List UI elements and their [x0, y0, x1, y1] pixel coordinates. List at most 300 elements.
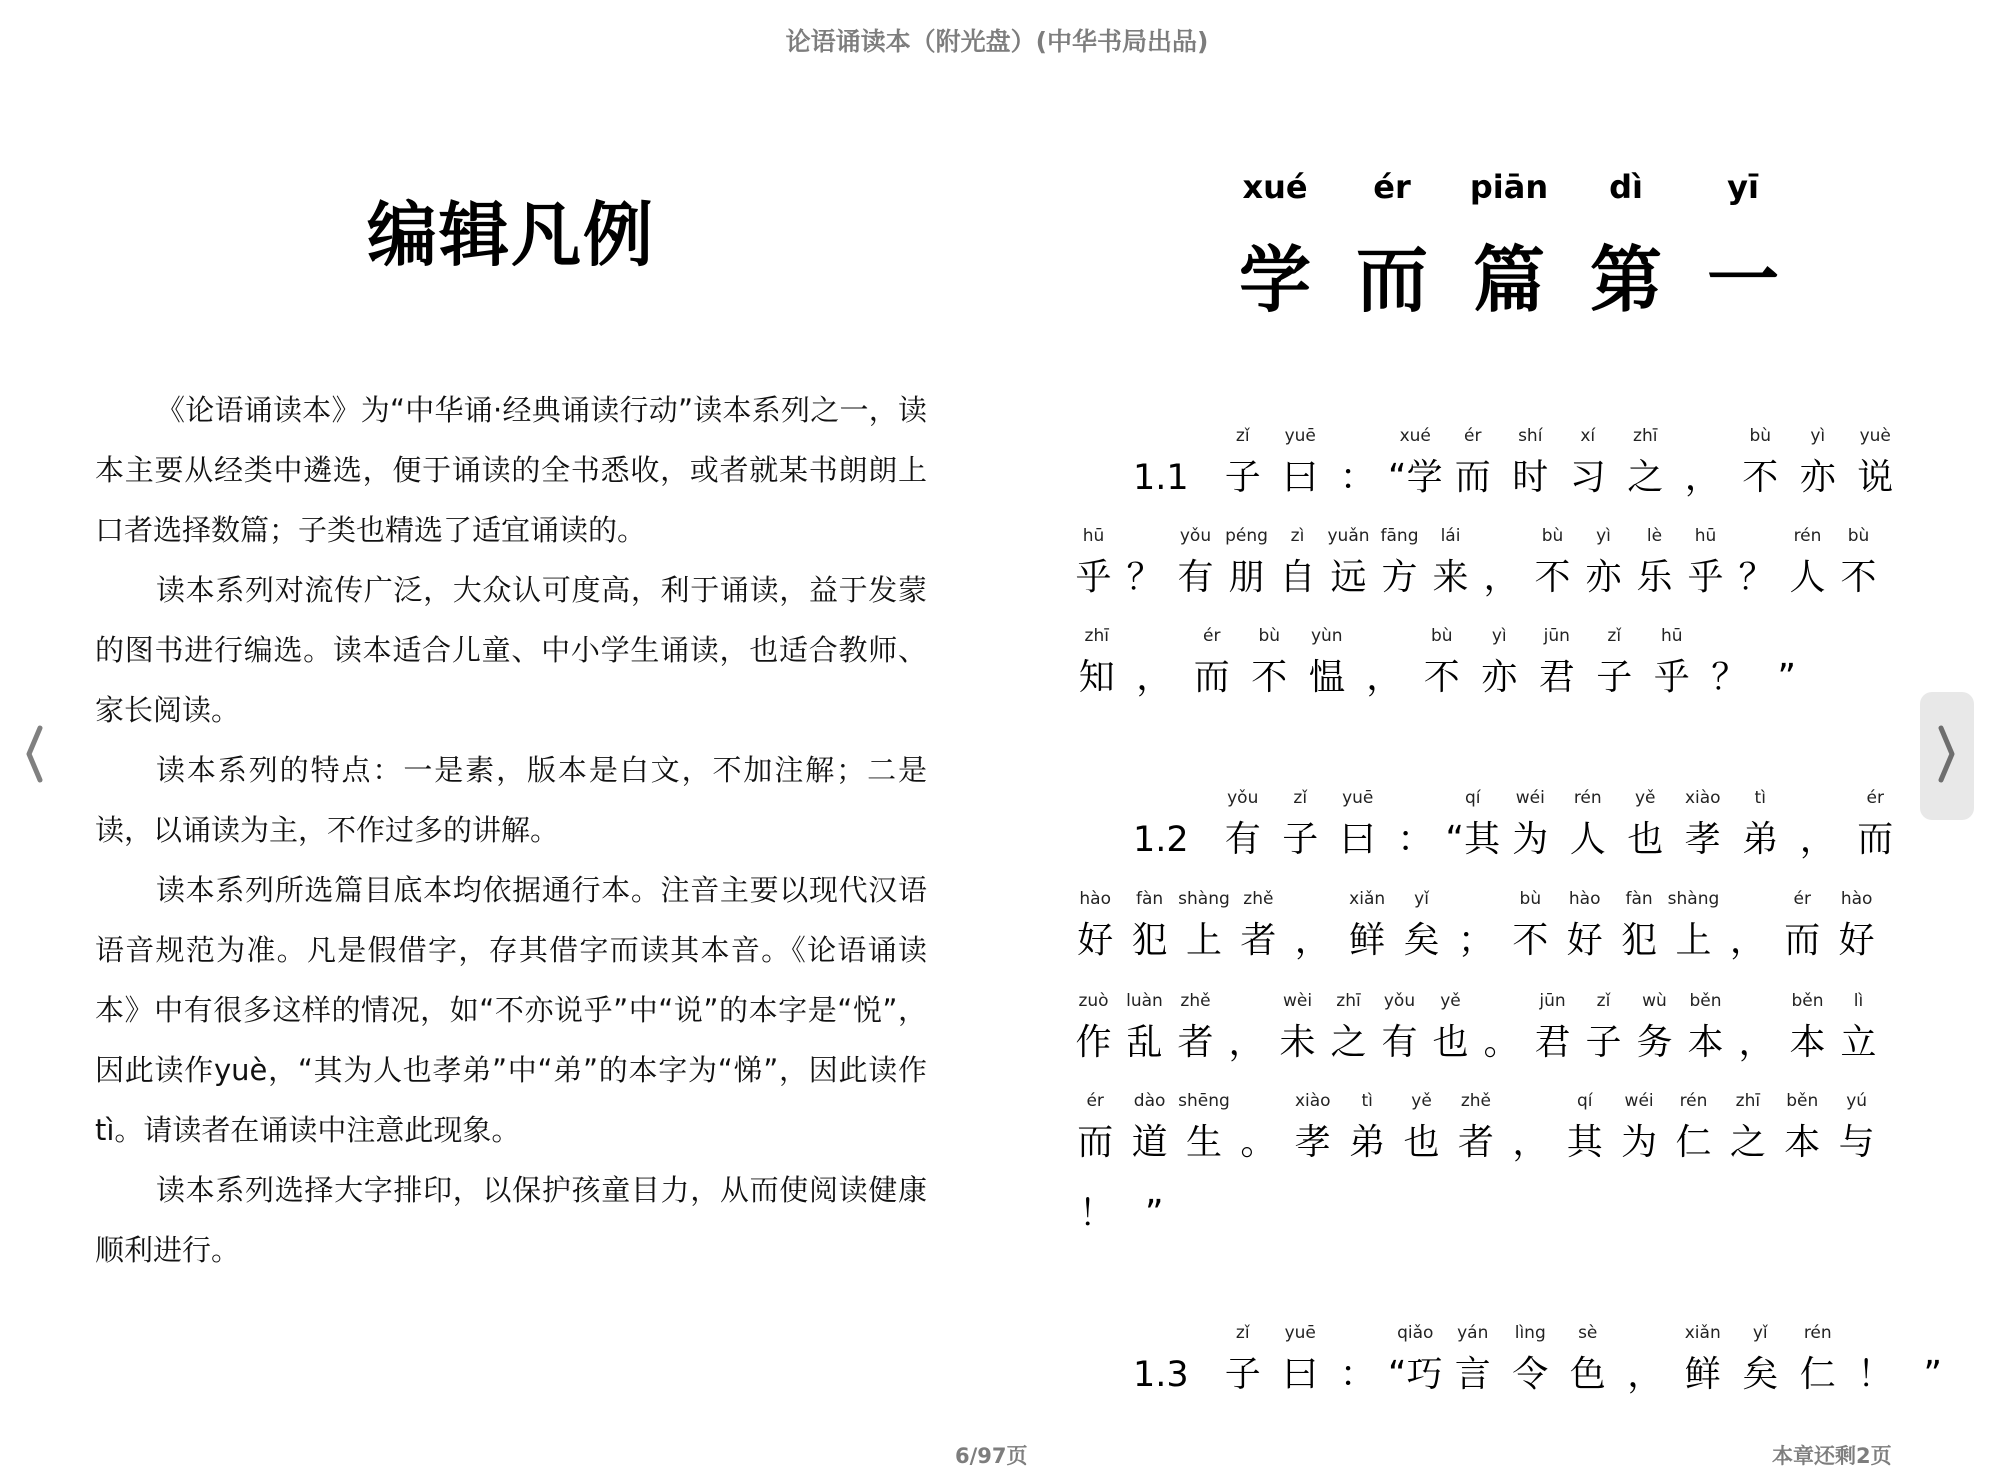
- ruby-char: [1387, 418, 1445, 502]
- hanzi: 愠: [1308, 657, 1345, 698]
- hanzi: “其: [1445, 819, 1501, 860]
- hanzi: “学: [1387, 457, 1443, 498]
- ruby-char: [1374, 983, 1425, 1067]
- ruby-char: [1833, 518, 1884, 602]
- ruby-char: [1503, 881, 1557, 965]
- pinyin: jūn: [1543, 626, 1570, 646]
- next-page-button[interactable]: [1920, 692, 1974, 820]
- ruby-char: [1068, 1154, 1126, 1238]
- hanzi: 不: [1512, 920, 1549, 961]
- chapter-remaining: 本章还剩2页: [1772, 1444, 1892, 1468]
- hanzi: 有: [1224, 819, 1261, 860]
- hanzi: 而: [1784, 920, 1821, 961]
- pinyin: ér: [1203, 626, 1221, 646]
- ruby-char: [1904, 1315, 1962, 1399]
- pinyin: yǒu: [1383, 991, 1416, 1011]
- hanzi: 。: [1240, 1122, 1277, 1163]
- hanzi: “巧: [1387, 1354, 1443, 1395]
- hanzi: ，: [1512, 1122, 1549, 1163]
- pinyin: hào: [1079, 889, 1111, 909]
- ruby-char: [1068, 983, 1119, 1067]
- hanzi: 人: [1569, 819, 1606, 860]
- pinyin: zhě: [1180, 991, 1211, 1011]
- hanzi: 未: [1279, 1022, 1316, 1063]
- hanzi: ，: [1729, 920, 1766, 961]
- ruby-char: [1559, 418, 1617, 502]
- hanzi: 说: [1857, 457, 1894, 498]
- hanzi: ，: [1799, 819, 1836, 860]
- ruby-char: [1829, 881, 1883, 965]
- hanzi: 之: [1729, 1122, 1766, 1163]
- hanzi: 来: [1432, 557, 1469, 598]
- hanzi: ”: [1923, 1354, 1943, 1395]
- pinyin: qiǎo: [1397, 1323, 1434, 1343]
- verse-line: [1068, 983, 1884, 1073]
- hanzi: 君: [1538, 657, 1575, 698]
- ruby-char: [1789, 1315, 1847, 1399]
- hanzi: 乎: [1075, 557, 1112, 598]
- ruby-char: [1617, 1315, 1675, 1399]
- ruby-char: [1732, 1315, 1790, 1399]
- hanzi: ，: [1136, 657, 1173, 698]
- hanzi: 其: [1566, 1122, 1603, 1163]
- hanzi: 孝: [1294, 1122, 1331, 1163]
- hanzi: 者: [1457, 1122, 1494, 1163]
- chapter-char: 而: [1355, 238, 1428, 322]
- pinyin: yú: [1846, 1091, 1868, 1111]
- hanzi: 犯: [1621, 920, 1658, 961]
- ruby-char: [1731, 518, 1782, 602]
- ruby-char: [1502, 418, 1560, 502]
- pinyin: yī: [1727, 168, 1759, 206]
- ruby-char: [1286, 881, 1340, 965]
- hanzi: 而: [1454, 457, 1491, 498]
- hanzi: 与: [1838, 1122, 1875, 1163]
- hanzi: 曰: [1339, 819, 1376, 860]
- pinyin: zǐ: [1596, 991, 1611, 1011]
- ruby-char: [1471, 618, 1529, 702]
- hanzi: 作: [1075, 1022, 1112, 1063]
- ruby-char: [1847, 1315, 1905, 1399]
- verse-line: [1068, 618, 1884, 708]
- ruby-char: [1782, 983, 1833, 1067]
- hanzi: 方: [1381, 557, 1418, 598]
- hanzi: 而: [1077, 1122, 1114, 1163]
- pinyin: hào: [1568, 889, 1601, 909]
- pinyin: zhī: [1084, 626, 1109, 646]
- ruby-char: [1298, 618, 1356, 702]
- chapter-char: 篇: [1472, 238, 1545, 322]
- pinyin: shēng: [1178, 1091, 1230, 1111]
- ruby-char: [1122, 881, 1176, 965]
- hanzi: 知: [1078, 657, 1115, 698]
- ruby-char: [1387, 780, 1445, 864]
- verse-line: [1068, 1315, 1943, 1405]
- hanzi: ，: [1366, 657, 1403, 698]
- ruby-char: [1617, 418, 1675, 502]
- ruby-char: [1183, 618, 1241, 702]
- ruby-char: [1680, 983, 1731, 1067]
- pinyin: qí: [1464, 788, 1481, 808]
- hanzi: 也: [1627, 819, 1664, 860]
- chevron-right-icon: [1937, 724, 1957, 788]
- ruby-char: [1732, 418, 1790, 502]
- hanzi: 言: [1454, 1354, 1491, 1395]
- previous-page-button[interactable]: [14, 720, 54, 792]
- pinyin: yì: [1491, 626, 1507, 646]
- ruby-char: [1214, 1315, 1272, 1399]
- verse-number: 1.1: [1133, 458, 1189, 498]
- pinyin: lìng: [1514, 1323, 1546, 1343]
- pinyin: dì: [1609, 168, 1643, 206]
- hanzi: 乱: [1126, 1022, 1163, 1063]
- ruby-char: [1578, 983, 1629, 1067]
- hanzi: 乎: [1687, 557, 1724, 598]
- hanzi: 本: [1784, 1122, 1821, 1163]
- pinyin: hào: [1840, 889, 1873, 909]
- ruby-char: [1476, 983, 1527, 1067]
- pinyin: zǐ: [1293, 788, 1308, 808]
- hanzi: 弟: [1349, 1122, 1386, 1163]
- pinyin: yuè: [1859, 426, 1891, 446]
- ruby-char: [1068, 518, 1119, 602]
- pinyin: wéi: [1515, 788, 1545, 808]
- pinyin: hū: [1660, 626, 1683, 646]
- hanzi: 弟: [1742, 819, 1779, 860]
- ruby-char: [1323, 518, 1374, 602]
- pinyin: shàng: [1667, 889, 1720, 909]
- ruby-char: [1126, 618, 1184, 702]
- ruby-char: [1732, 780, 1790, 864]
- ruby-char: [1701, 618, 1759, 702]
- ruby-char: [1502, 780, 1560, 864]
- pinyin: zǐ: [1235, 426, 1250, 446]
- pinyin: tì: [1754, 788, 1766, 808]
- pinyin: bù: [1258, 626, 1281, 646]
- ruby-char: [1068, 618, 1126, 702]
- hanzi: 本: [1687, 1022, 1724, 1063]
- hanzi: 好: [1566, 920, 1603, 961]
- pinyin: ér: [1464, 426, 1482, 446]
- pinyin: wéi: [1624, 1091, 1654, 1111]
- hanzi: 不: [1840, 557, 1877, 598]
- hanzi: 时: [1512, 457, 1549, 498]
- pinyin: fàn: [1625, 889, 1653, 909]
- hanzi: 。: [1483, 1022, 1520, 1063]
- ruby-char: [1674, 780, 1732, 864]
- hanzi: ！: [1078, 1193, 1115, 1234]
- hanzi: 而: [1857, 819, 1894, 860]
- ruby-char: [1721, 881, 1775, 965]
- hanzi: 上: [1185, 920, 1222, 961]
- ruby-char: [1425, 518, 1476, 602]
- ruby-char: [1329, 780, 1387, 864]
- ruby-char: [1847, 780, 1905, 864]
- hanzi: 而: [1193, 657, 1230, 698]
- pinyin: shàng: [1178, 889, 1230, 909]
- hanzi: 自: [1279, 557, 1316, 598]
- hanzi: ，: [1294, 920, 1331, 961]
- hanzi: ，: [1483, 557, 1520, 598]
- pinyin: zhī: [1735, 1091, 1761, 1111]
- pinyin: yì: [1810, 426, 1826, 446]
- ruby-char: [1387, 1315, 1445, 1399]
- hanzi: ？: [1711, 657, 1748, 698]
- pinyin: zuò: [1078, 991, 1109, 1011]
- ruby-char: [1425, 983, 1476, 1067]
- hanzi: 不: [1534, 557, 1571, 598]
- pinyin: jūn: [1539, 991, 1566, 1011]
- hanzi: 子: [1585, 1022, 1622, 1063]
- hanzi: ，: [1228, 1022, 1265, 1063]
- hanzi: 亦: [1481, 657, 1518, 698]
- ruby-char: [1413, 618, 1471, 702]
- hanzi: 乎: [1653, 657, 1690, 698]
- pinyin: rén: [1573, 788, 1602, 808]
- pinyin: qí: [1576, 1091, 1593, 1111]
- hanzi: ，: [1627, 1354, 1664, 1395]
- hanzi: ！: [1857, 1354, 1894, 1395]
- pinyin: zhě: [1460, 1091, 1492, 1111]
- pinyin: xiào: [1684, 788, 1721, 808]
- pinyin: hū: [1694, 526, 1717, 546]
- hanzi: ？: [1738, 557, 1775, 598]
- hanzi: 也: [1432, 1022, 1469, 1063]
- pinyin: xiào: [1294, 1091, 1331, 1111]
- hanzi: 立: [1840, 1022, 1877, 1063]
- pinyin: bù: [1847, 526, 1870, 546]
- pinyin: hū: [1082, 526, 1105, 546]
- ruby-char: [1578, 518, 1629, 602]
- chapter-char: 一: [1706, 238, 1779, 322]
- pinyin: běn: [1689, 991, 1722, 1011]
- verse-line: [1068, 780, 1894, 870]
- ruby-char: [1119, 983, 1170, 1067]
- ruby-char: [1527, 518, 1578, 602]
- pinyin: ér: [1793, 889, 1811, 909]
- ruby-char: [1221, 518, 1272, 602]
- hanzi: 仁: [1675, 1122, 1712, 1163]
- paragraph: 读本系列对流传广泛，大众认可度高，利于诵读，益于发蒙的图书进行编选。读本适合儿童、中小学生诵读，也适合教师、家长阅读。: [95, 573, 927, 727]
- pinyin: zì: [1290, 526, 1305, 546]
- pinyin: xué: [1242, 168, 1308, 206]
- pinyin: běn: [1786, 1091, 1819, 1111]
- pinyin: yě: [1634, 788, 1656, 808]
- hanzi: 矣: [1403, 920, 1440, 961]
- pinyin: fàn: [1135, 889, 1164, 909]
- hanzi: 令: [1512, 1354, 1549, 1395]
- pinyin: yǐ: [1752, 1323, 1768, 1343]
- page-indicator: 6/97页: [955, 1444, 1028, 1468]
- hanzi: 上: [1675, 920, 1712, 961]
- pinyin: rén: [1679, 1091, 1708, 1111]
- chevron-left-icon: [24, 724, 44, 788]
- verse-number: 1.2: [1133, 820, 1189, 860]
- pinyin: zǐ: [1235, 1323, 1250, 1343]
- hanzi: 子: [1224, 1354, 1261, 1395]
- ruby-char: [1126, 1154, 1184, 1238]
- hanzi: 为: [1621, 1122, 1658, 1163]
- pinyin: xiǎn: [1684, 1323, 1721, 1343]
- hanzi: 不: [1251, 657, 1288, 698]
- ruby-char: [1643, 618, 1701, 702]
- verse-number: 1.3: [1133, 1355, 1189, 1395]
- hanzi: 矣: [1742, 1354, 1779, 1395]
- hanzi: 不: [1742, 457, 1779, 498]
- pinyin: sè: [1578, 1323, 1598, 1343]
- pinyin: zǐ: [1607, 626, 1622, 646]
- hanzi: 有: [1381, 1022, 1418, 1063]
- pinyin: ér: [1866, 788, 1884, 808]
- pinyin: wù: [1642, 991, 1667, 1011]
- hanzi: 好: [1077, 920, 1114, 961]
- ruby-char: [1444, 418, 1502, 502]
- ruby-char: [1789, 780, 1847, 864]
- ruby-char: [1444, 780, 1502, 864]
- pinyin: yǒu: [1179, 526, 1212, 546]
- verse-line: [1068, 1154, 1884, 1244]
- pinyin: yuē: [1342, 788, 1374, 808]
- hanzi: 者: [1177, 1022, 1214, 1063]
- chapter-char: 第: [1589, 238, 1662, 322]
- hanzi: ，: [1684, 457, 1721, 498]
- hanzi: ：: [1339, 1354, 1376, 1395]
- ruby-char: [1674, 1315, 1732, 1399]
- ruby-char: [1782, 518, 1833, 602]
- ruby-char: [1272, 418, 1330, 502]
- hanzi: ：: [1339, 457, 1376, 498]
- hanzi: 君: [1534, 1022, 1571, 1063]
- ruby-char: [1559, 1315, 1617, 1399]
- hanzi: 亦: [1585, 557, 1622, 598]
- pinyin: lái: [1440, 526, 1461, 546]
- ruby-char: [1214, 418, 1272, 502]
- hanzi: 务: [1636, 1022, 1673, 1063]
- ruby-char: [1476, 518, 1527, 602]
- verse-line: [1068, 518, 1884, 608]
- pinyin: zhě: [1243, 889, 1274, 909]
- ruby-char: [1833, 983, 1884, 1067]
- hanzi: 之: [1330, 1022, 1367, 1063]
- pinyin: yǒu: [1227, 788, 1259, 808]
- hanzi: 好: [1838, 920, 1875, 961]
- ruby-char: [1394, 881, 1448, 965]
- ruby-char: [1775, 881, 1829, 965]
- ruby-char: [1444, 1315, 1502, 1399]
- chapter-char: 学: [1238, 238, 1311, 322]
- ruby-char: [1272, 780, 1330, 864]
- hanzi: 之: [1627, 457, 1664, 498]
- ruby-char: [1068, 881, 1122, 965]
- pinyin: yuē: [1284, 1323, 1316, 1343]
- hanzi: 曰: [1282, 457, 1319, 498]
- hanzi: 本: [1789, 1022, 1826, 1063]
- hanzi: 曰: [1282, 1354, 1319, 1395]
- ruby-char: [1329, 1315, 1387, 1399]
- pinyin: yuē: [1284, 426, 1316, 446]
- ruby-char: [1231, 881, 1285, 965]
- ruby-char: [1528, 618, 1586, 702]
- hanzi: 孝: [1684, 819, 1721, 860]
- hanzi: 也: [1403, 1122, 1440, 1163]
- ruby-char: [1241, 618, 1299, 702]
- pinyin: lì: [1853, 991, 1864, 1011]
- hanzi: 犯: [1131, 920, 1168, 961]
- hanzi: 仁: [1799, 1354, 1836, 1395]
- ruby-char: [1629, 518, 1680, 602]
- ruby-char: [1558, 881, 1612, 965]
- book-title: 论语诵读本（附光盘）(中华书局出品): [785, 27, 1209, 56]
- hanzi: 朋: [1228, 557, 1265, 598]
- ruby-char: [1680, 518, 1731, 602]
- pinyin: fāng: [1380, 526, 1419, 546]
- hanzi: 子: [1282, 819, 1319, 860]
- hanzi: ；: [1457, 920, 1494, 961]
- ruby-char: [1177, 881, 1231, 965]
- pinyin: lè: [1646, 526, 1663, 546]
- pinyin: xí: [1580, 426, 1596, 446]
- pinyin: luàn: [1126, 991, 1163, 1011]
- verse-line: [1068, 881, 1884, 971]
- hanzi: 色: [1569, 1354, 1606, 1395]
- hanzi: ”: [1144, 1193, 1164, 1234]
- ruby-char: [1272, 1315, 1330, 1399]
- pinyin: yùn: [1310, 626, 1343, 646]
- pinyin: xué: [1399, 426, 1431, 446]
- hanzi: 亦: [1799, 457, 1836, 498]
- hanzi: 有: [1177, 557, 1214, 598]
- pinyin: ér: [1373, 168, 1411, 206]
- ruby-char: [1612, 881, 1666, 965]
- pinyin: bù: [1430, 626, 1453, 646]
- ruby-char: [1789, 418, 1847, 502]
- ruby-char: [1559, 780, 1617, 864]
- pinyin: rén: [1793, 526, 1822, 546]
- pinyin: yì: [1596, 526, 1611, 546]
- ruby-char: [1629, 983, 1680, 1067]
- hanzi: 习: [1569, 457, 1606, 498]
- ruby-char: [1374, 518, 1425, 602]
- ruby-char: [1272, 518, 1323, 602]
- ruby-char: [1340, 881, 1394, 965]
- paragraph: 读本系列的特点：一是素，版本是白文，不加注解；二是读，以诵读为主，不作过多的讲解。: [95, 753, 927, 847]
- ruby-char: [1449, 881, 1503, 965]
- pinyin: piān: [1469, 168, 1549, 206]
- ruby-char: [1758, 618, 1816, 702]
- hanzi: 人: [1789, 557, 1826, 598]
- pinyin: yǐ: [1414, 889, 1429, 909]
- ruby-char: [1502, 1315, 1560, 1399]
- hanzi: 子: [1596, 657, 1633, 698]
- hanzi: 子: [1224, 457, 1261, 498]
- hanzi: 不: [1423, 657, 1460, 698]
- ruby-char: [1847, 418, 1905, 502]
- ruby-char: [1356, 618, 1414, 702]
- paragraph: 读本系列选择大字排印，以保护孩童目力，从而使阅读健康顺利进行。: [95, 1173, 927, 1267]
- hanzi: 鲜: [1349, 920, 1386, 961]
- pinyin: bù: [1541, 526, 1564, 546]
- pinyin: shí: [1518, 426, 1543, 446]
- verse-line: [1068, 418, 1894, 508]
- hanzi: 生: [1185, 1122, 1222, 1163]
- ruby-char: [1272, 983, 1323, 1067]
- hanzi: ：: [1397, 819, 1434, 860]
- pinyin: xiǎn: [1349, 889, 1386, 909]
- pinyin: bù: [1519, 889, 1542, 909]
- ruby-char: [1170, 983, 1221, 1067]
- ruby-char: [1674, 418, 1732, 502]
- pinyin: rén: [1803, 1323, 1832, 1343]
